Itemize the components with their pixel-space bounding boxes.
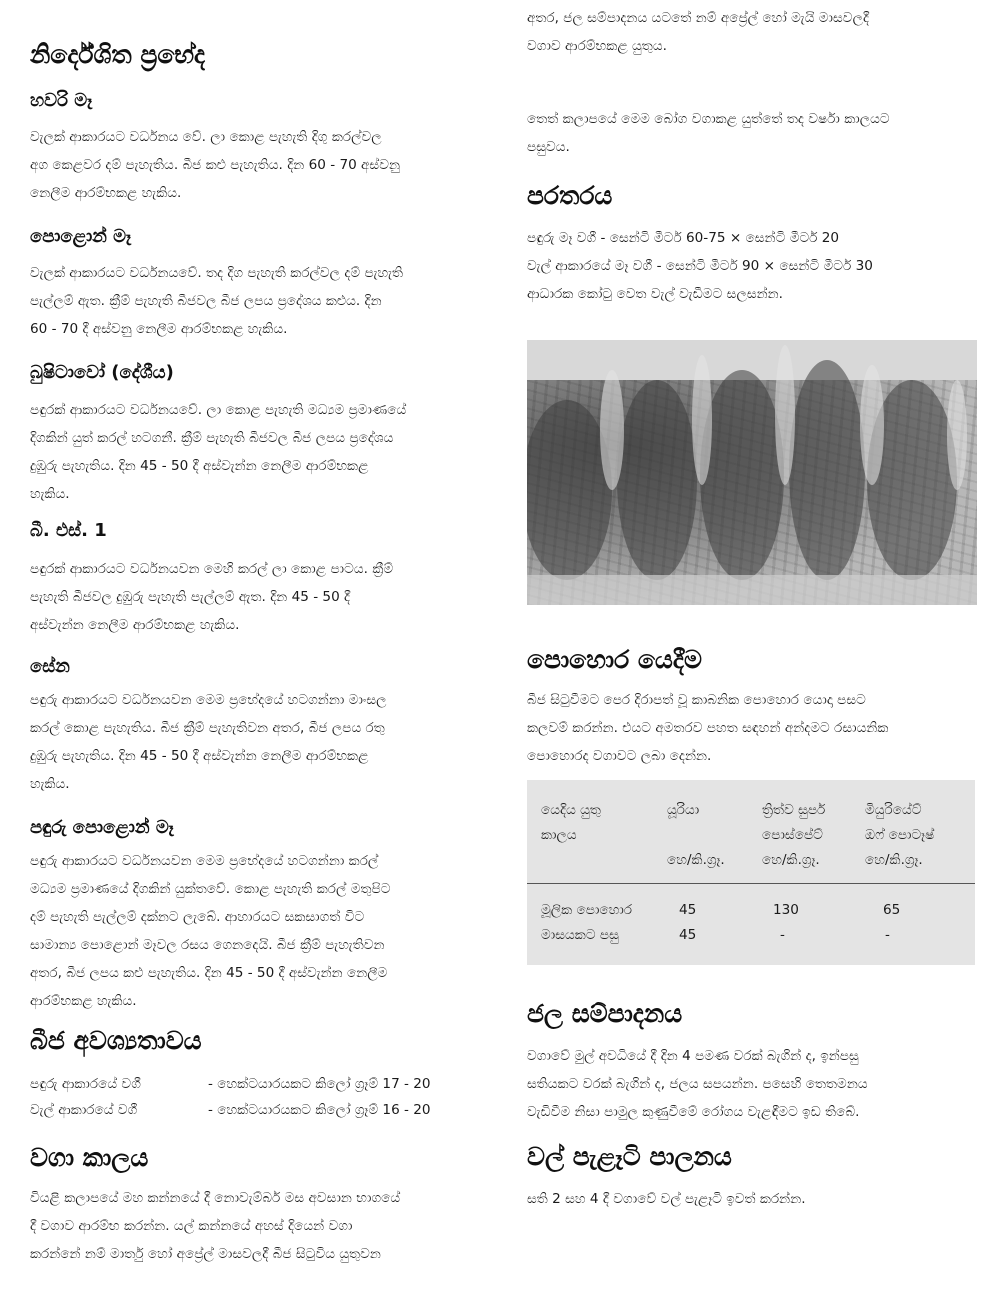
paragraph-line: වගාව ආරම්භකළ යුතුය. bbox=[527, 38, 667, 54]
wet-zone-note bbox=[527, 105, 977, 161]
paragraph-line: වැලක් ආකාරයට වර්ධනයවේ. තද දිග පැහැති කරල්වල දම් පැහැති bbox=[30, 265, 404, 281]
paragraph-line: දිගකින් යුත් කරල් හටගනී. ක්‍රීම් පැහැති බීජවල බීජ ලපය ප්‍රදේශය bbox=[30, 430, 394, 446]
paragraph-line: හැකිය. bbox=[30, 486, 70, 502]
table-divider bbox=[527, 883, 975, 884]
water-supply-text bbox=[527, 1042, 977, 1126]
paragraph-line: කරන්නේ නම් මාර්තු හෝ අප්‍රේල් මාසවලදී බීජ සිටුවිය යුතුවන bbox=[30, 1246, 381, 1262]
paragraph-line: වැලක් ආකාරයට වර්ධනය වේ. ලා කොළ පැහැති දිගු කරල්වල bbox=[30, 129, 382, 145]
paragraph-line: අතර, බීජ ලපය කළු පැහැතිය. දින 45 - 50 දී අස්වැන්න නෙලීම bbox=[30, 965, 388, 981]
bean-field-photo bbox=[527, 340, 977, 605]
varieties-heading: නිර්දේශිත ප්‍රභේද bbox=[30, 40, 206, 69]
paragraph-line: දී වගාව ආරම්භ කරන්න. යල් කන්නයේ අහස් දියෙන් වගා bbox=[30, 1218, 353, 1234]
variety-title: හවරි මෑ bbox=[30, 90, 93, 111]
header-line: පොස්පේට් bbox=[762, 827, 823, 843]
table-cell-tsp: 130 bbox=[773, 902, 799, 918]
paragraph-line: තෙත් කලාපයේ මෙම බෝග වගාකළ යුත්තේ තද වර්ෂා කාලයට bbox=[527, 111, 890, 127]
fertilizer-heading: පොහොර යෙදීම bbox=[527, 645, 702, 674]
variety-description bbox=[30, 686, 482, 798]
paragraph-line: පැල්ලම් ඇත. ක්‍රීම් පැහැති බීජවල බීජ ලපය ප්‍රදේශය කළුය. දින bbox=[30, 293, 382, 309]
variety-description bbox=[30, 123, 482, 207]
paragraph-line: සතියකට වරක් බැගින් ද, ජලය සපයන්න. පසෙහි තෙතමනය bbox=[527, 1076, 868, 1092]
paragraph-line: බීජ සිටුවීමට පෙර දිරාපත් වූ කාබනික පොහොර යොදා පසට bbox=[527, 692, 866, 708]
fertilizer-table bbox=[527, 780, 975, 965]
paragraph-line: වැල් ආකාරයේ මෑ වගී - සෙන්ටි මීටර් 90 × සෙන්ටි මීටර් 30 bbox=[527, 258, 873, 274]
paragraph-line: සාමාන්‍ය පොළොන් මෑවල රසය ගෙනදෙයි. බීජ ක්‍රීම් පැහැතිවන bbox=[30, 937, 385, 953]
spacing-heading: පරතරය bbox=[527, 181, 613, 210]
paragraph-line: මධ්‍යම ප්‍රමාණයේ දිගකින් යුක්තවේ. කොළ පැහැති කරල් මතුපිට bbox=[30, 881, 391, 897]
header-line: හෙ/කි.ග්‍රෑ. bbox=[762, 852, 820, 868]
paragraph-line: කලවම් කරන්න. එයට අමතරව පහත සඳහන් අන්දමට රසායනික bbox=[527, 720, 889, 736]
table-cell-mop: - bbox=[885, 927, 890, 943]
paragraph-line: පඳුරු ආකාරයට වර්ධනයවන මෙම ප්‍රභේදයේ හටගන්නා කරල් bbox=[30, 853, 379, 869]
paragraph-line: වැඩිවීම නිසා පාමුල කුණුවීමේ රෝගය වැළඳීමට ඉඩ තිබේ. bbox=[527, 1104, 860, 1120]
cultivation-season-continued bbox=[527, 4, 977, 60]
variety-description bbox=[30, 396, 482, 508]
paragraph-line: පඳුරු ආකාරයට වර්ධනයවන මෙම ප්‍රභේදයේ හටගන්නා මාංසල bbox=[30, 692, 387, 708]
table-cell-urea: 45 bbox=[679, 927, 697, 943]
paragraph-line: අග කෙළවර දම් පැහැතිය. බීජ කළු පැහැතිය. දින 60 - 70 අස්වනු bbox=[30, 157, 401, 173]
fertilizer-text bbox=[527, 686, 977, 770]
header-line: මියුරියේට් bbox=[865, 802, 922, 818]
paragraph-line: 60 - 70 දී අස්වනු නෙලීම ආරම්භකළ හැකිය. bbox=[30, 321, 288, 337]
variety-title: පොළොන් මෑ bbox=[30, 226, 132, 247]
variety-title: බුෂිටාවෝ (දේශීය) bbox=[30, 362, 174, 383]
spacing-text bbox=[527, 224, 977, 308]
table-header-muriate-of-potash bbox=[865, 798, 934, 873]
paragraph-line: කරල් කොළ පැහැතිය. බීජ ක්‍රීම් පැහැතිවන අතර, බීජ ලපය රතු bbox=[30, 720, 385, 736]
paragraph-line: දුඹුරු පැහැතිය. දින 45 - 50 දී අස්වැන්න නෙලීම ආරම්භකළ bbox=[30, 748, 369, 764]
table-cell-mop: 65 bbox=[883, 902, 901, 918]
paragraph-line: ආධාරක කෝටු වෙත වැල් වැඩීමට සලසන්න. bbox=[527, 286, 783, 302]
seed-row-amount: - හෙක්ටයාරයකට කිලෝ ග්‍රෑම් 17 - 20 bbox=[208, 1076, 431, 1092]
seed-row bbox=[30, 1097, 482, 1123]
variety-description bbox=[30, 847, 482, 1015]
header-line: හෙ/කි.ග්‍රෑ. bbox=[865, 852, 923, 868]
seed-row-type: වැල් ආකාරයේ වගී bbox=[30, 1102, 138, 1118]
variety-description bbox=[30, 555, 482, 639]
table-row-time: මාසයකට පසු bbox=[541, 927, 619, 943]
paragraph-line: පසුවය. bbox=[527, 139, 570, 155]
paragraph-line: සති 2 සහ 4 දී වගාවේ වල් පැළෑටි ඉවත් කරන්න. bbox=[527, 1191, 806, 1207]
paragraph-line: පඳුරු මෑ වගී - සෙන්ටි මීටර් 60-75 × සෙන්ටි මීටර් 20 bbox=[527, 230, 840, 246]
paragraph-line: නෙලීම ආරම්භකළ හැකිය. bbox=[30, 185, 182, 201]
variety-title: සේන bbox=[30, 656, 70, 677]
variety-description bbox=[30, 259, 482, 343]
table-row-time: මූලික පොහොර bbox=[541, 902, 633, 918]
header-line: යෙදිය යුතු bbox=[541, 802, 601, 818]
paragraph-line: පැහැති බීජවල දුඹුරු පැහැති පැල්ලම් ඇත. දින 45 - 50 දී bbox=[30, 589, 351, 605]
variety-title: පඳුරු පොළොන් මෑ bbox=[30, 817, 174, 838]
table-cell-urea: 45 bbox=[679, 902, 697, 918]
paragraph-line: පඳුරක් ආකාරයට වර්ධනයවේ. ලා කොළ පැහැති මධ්‍යම ප්‍රමාණයේ bbox=[30, 402, 407, 418]
paragraph-line: දම් පැහැති පැල්ලම් දක්නට ලැබේ. ආහාරයට සකසාගත් විට bbox=[30, 909, 365, 925]
paragraph-line: ආරම්භකළ හැකිය. bbox=[30, 993, 137, 1009]
paragraph-line: වගාවේ මුල් අවධියේ දී දින 4 පමණ වරක් බැගින් ද, ඉන්පසු bbox=[527, 1048, 859, 1064]
table-header-application-time bbox=[541, 798, 601, 848]
paragraph-line: වියළි කලාපයේ මහ කන්නයේ දී නොවැම්බර් මස අවසාන භාගයේ bbox=[30, 1190, 401, 1206]
paragraph-line: දුඹුරු පැහැතිය. දින 45 - 50 දී අස්වැන්න නෙලීම ආරම්භකළ bbox=[30, 458, 369, 474]
cultivation-season-heading: වගා කාලය bbox=[30, 1143, 149, 1172]
seed-requirement-list bbox=[30, 1071, 482, 1123]
paragraph-line: අතර, ජල සම්පාදනය යටතේ නම් අප්‍රේල් හෝ මැයි මාසවලදී bbox=[527, 10, 869, 26]
table-header-triple-super-phosphate bbox=[762, 798, 825, 873]
seed-row-amount: - හෙක්ටයාරයකට කිලෝ ග්‍රෑම් 16 - 20 bbox=[208, 1102, 431, 1118]
weed-control-heading: වල් පැළෑටි පාලනය bbox=[527, 1142, 732, 1171]
bean-field-illustration bbox=[527, 340, 977, 605]
header-line: ත්‍රිත්ව සුපර් bbox=[762, 802, 826, 818]
weed-control-text bbox=[527, 1185, 977, 1213]
water-supply-heading: ජල සම්පාදනය bbox=[527, 999, 683, 1028]
seed-row bbox=[30, 1071, 482, 1097]
paragraph-line: පොහොරද වගාවට ලබා දෙන්න. bbox=[527, 748, 712, 764]
header-line: හෙ/කි.ග්‍රෑ. bbox=[667, 852, 725, 868]
cultivation-season-text bbox=[30, 1184, 482, 1268]
seed-row-type: පඳුරු ආකාරයේ වගී bbox=[30, 1076, 141, 1092]
header-line bbox=[667, 823, 725, 848]
variety-title: බී. එස්. 1 bbox=[30, 520, 107, 541]
table-cell-tsp: - bbox=[780, 927, 785, 943]
seed-requirement-heading: බීජ අවශ්‍යතාවය bbox=[30, 1026, 202, 1055]
paragraph-line: පඳුරක් ආකාරයට වර්ධනයවන මෙහි කරල් ලා කොළ පාටය. ක්‍රීම් bbox=[30, 561, 394, 577]
header-line: කාලය bbox=[541, 827, 577, 843]
paragraph-line: හැකිය. bbox=[30, 776, 70, 792]
paragraph-line: අස්වැන්න නෙලීම ආරම්භකළ හැකිය. bbox=[30, 617, 240, 633]
table-header-urea bbox=[667, 798, 725, 873]
header-line: ඔෆ් පොටෑෂ් bbox=[865, 827, 935, 843]
header-line: යූරියා bbox=[667, 802, 700, 818]
